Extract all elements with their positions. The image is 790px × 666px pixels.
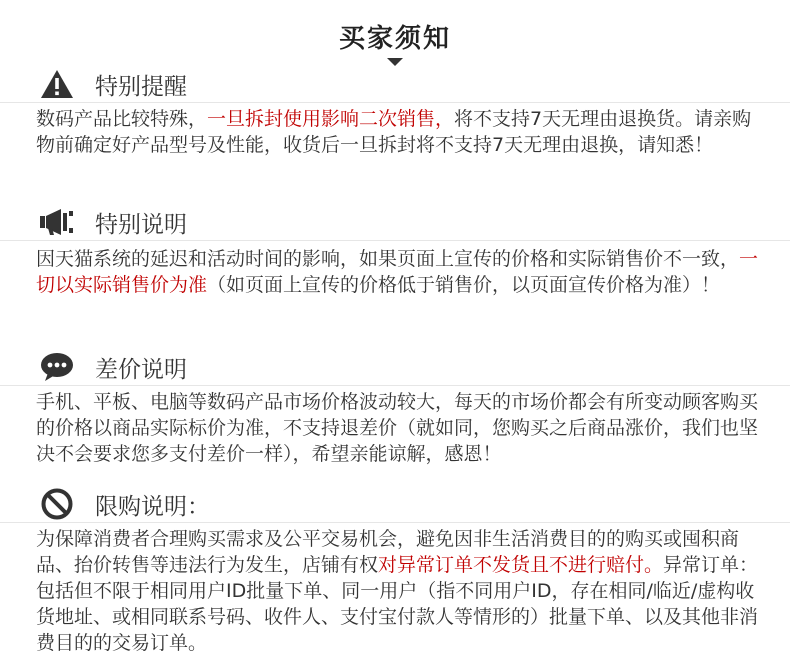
section-body	[36, 106, 761, 158]
section-body	[36, 526, 761, 656]
prohibited-icon	[38, 488, 76, 520]
section-header	[0, 484, 790, 524]
body-text: 手机、平板、电脑等数码产品市场价格波动较大，每天的市场价都会有所变动顾客购买的价格以商品实际标价为准，不支持退差价（就如同，您购买之后商品涨价，我们也坚决不会要求您多支付差价一样），希望亲能谅解，感恩！	[36, 391, 759, 465]
section-body	[36, 389, 761, 467]
warning-icon	[38, 68, 76, 100]
divider	[0, 240, 790, 241]
section-body	[36, 246, 761, 298]
page-title: 买家须知	[338, 24, 451, 54]
divider	[0, 385, 790, 386]
body-text: 数码产品比较特殊，	[36, 108, 208, 130]
section-purchase-limit	[0, 484, 790, 654]
divider	[0, 102, 790, 103]
body-text: 异常订单：包括但不限于相同用户ID批量下单、同一用户（指不同用户ID，存在相同/临近/虚构收货地址、或相同联系号码、收件人、支付宝付款人等情形的）批量下单、以及其他非消费目的的交易订单。	[36, 554, 759, 654]
section-special-reminder	[0, 64, 790, 156]
body-text: 因天猫系统的延迟和活动时间的影响，如果页面上宣传的价格和实际销售价不一致，	[36, 248, 740, 270]
section-title: 限购说明：	[95, 494, 210, 520]
section-title: 特别提醒	[95, 74, 187, 100]
section-header	[0, 202, 790, 242]
chat-bubble-icon	[38, 351, 76, 383]
body-text: （如页面上宣传的价格低于销售价，以页面宣传价格为准）！	[207, 274, 721, 296]
section-title: 差价说明	[95, 357, 187, 383]
divider	[0, 522, 790, 523]
body-text: 为保障消费者合理购买需求及公平交易机会，避免因非生活消费目的的购买或囤积商品、抬价转售等违法行为发生，店铺有权	[36, 528, 740, 576]
highlight-text: 对异常订单不发货且不进行赔付。	[378, 554, 664, 576]
section-price-difference	[0, 347, 790, 465]
section-special-note	[0, 202, 790, 296]
section-header	[0, 347, 790, 387]
megaphone-icon	[38, 206, 76, 238]
body-text: 将不支持7天无理由退换货。请亲购物前确定好产品型号及性能，收货后一旦拆封将不支持7天无理由退换，请知悉！	[36, 108, 752, 156]
highlight-text: 一旦拆封使用影响二次销售，	[207, 108, 455, 130]
section-header	[0, 64, 790, 104]
highlight-text: 一切以实际销售价为准	[36, 248, 759, 296]
section-title: 特别说明	[95, 212, 187, 238]
